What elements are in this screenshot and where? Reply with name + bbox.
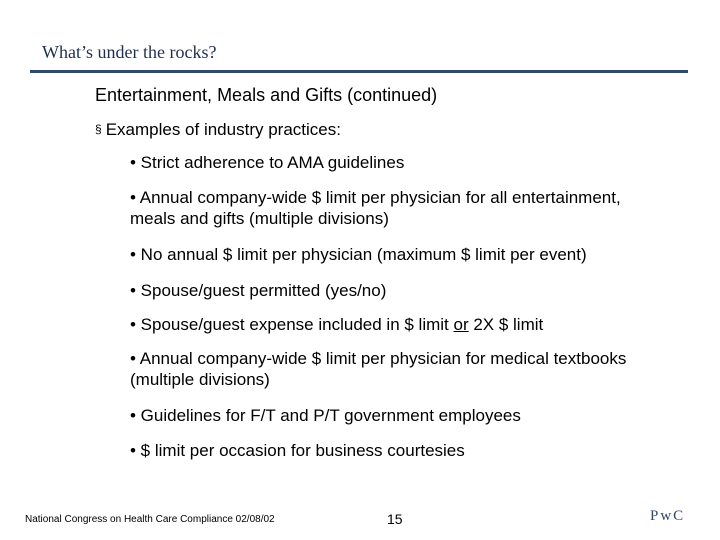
list-item: • $ limit per occasion for business courtesies <box>130 441 465 460</box>
list-item-text: • Spouse/guest expense included in $ limit <box>130 315 454 334</box>
section-heading-label: Examples of industry practices: <box>105 120 341 139</box>
slide-subtitle: Entertainment, Meals and Gifts (continued) <box>95 85 438 105</box>
header-divider <box>30 70 688 73</box>
footer-text: National Congress on Health Care Compliance 02/08/02 <box>25 514 275 525</box>
list-item: • No annual $ limit per physician (maximum $ limit per event) <box>130 245 587 264</box>
list-item-text: 2X $ limit <box>468 315 544 334</box>
slide-header-title: What’s under the rocks? <box>42 42 217 62</box>
list-item: • Spouse/guest permitted (yes/no) <box>130 281 387 300</box>
list-item: • Annual company-wide $ limit per physician for all entertainment, meals and gifts (multiple divisions) <box>130 188 621 228</box>
list-item: • Strict adherence to AMA guidelines <box>130 153 405 172</box>
underlined-word: or <box>453 315 469 334</box>
list-item: • Annual company-wide $ limit per physician for medical textbooks (multiple divisions) <box>130 349 627 389</box>
section-heading <box>95 120 341 140</box>
section-bullet-icon: § <box>95 122 102 136</box>
list-item: • Guidelines for F/T and P/T government employees <box>130 406 521 425</box>
list-item <box>130 314 650 335</box>
page-number: 15 <box>387 511 403 527</box>
pwc-logo: PwC <box>650 508 686 524</box>
